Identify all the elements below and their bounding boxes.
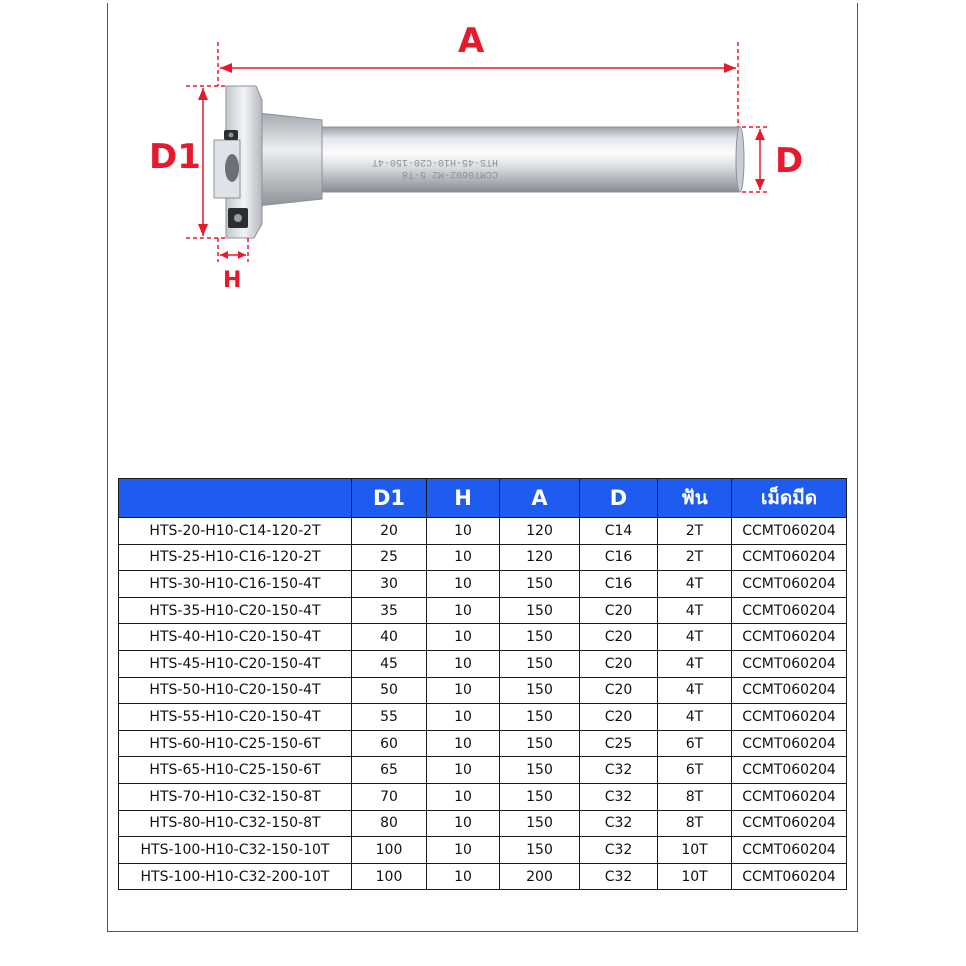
cell-d1: 70	[352, 783, 427, 810]
cell-insert: CCMT060204	[732, 837, 847, 864]
spec-table	[118, 478, 847, 890]
table-row	[119, 677, 847, 704]
dimension-label-h: H	[223, 268, 242, 293]
cell-d1: 35	[352, 597, 427, 624]
cell-model: HTS-55-H10-C20-150-4T	[119, 704, 352, 731]
cell-a: 150	[500, 704, 580, 731]
table-row	[119, 837, 847, 864]
cell-a: 150	[500, 624, 580, 651]
cell-model: HTS-100-H10-C32-200-10T	[119, 863, 352, 890]
engraving-line-2: CCMT0602-M2 5-T8	[401, 168, 498, 179]
cell-h: 10	[427, 783, 500, 810]
cell-insert: CCMT060204	[732, 518, 847, 545]
cell-insert: CCMT060204	[732, 757, 847, 784]
cell-d1: 80	[352, 810, 427, 837]
cell-teeth: 4T	[658, 677, 732, 704]
header-d1: D1	[352, 479, 427, 518]
cell-a: 150	[500, 837, 580, 864]
cell-model: HTS-100-H10-C32-150-10T	[119, 837, 352, 864]
cell-insert: CCMT060204	[732, 704, 847, 731]
cell-model: HTS-65-H10-C25-150-6T	[119, 757, 352, 784]
header-d: D	[580, 479, 658, 518]
cell-a: 150	[500, 810, 580, 837]
table-row	[119, 783, 847, 810]
cell-h: 10	[427, 571, 500, 598]
cell-model: HTS-20-H10-C14-120-2T	[119, 518, 352, 545]
cell-d1: 30	[352, 571, 427, 598]
header-model	[119, 479, 352, 518]
cell-h: 10	[427, 730, 500, 757]
cell-teeth: 6T	[658, 757, 732, 784]
cell-teeth: 2T	[658, 518, 732, 545]
engraving-line-1: HTS-45-H10-C20-150-4T	[371, 156, 498, 167]
cell-insert: CCMT060204	[732, 544, 847, 571]
head-bore	[225, 154, 239, 182]
cell-h: 10	[427, 704, 500, 731]
cell-h: 10	[427, 863, 500, 890]
cell-d: C14	[580, 518, 658, 545]
cell-teeth: 4T	[658, 571, 732, 598]
cell-model: HTS-25-H10-C16-120-2T	[119, 544, 352, 571]
table-row	[119, 863, 847, 890]
table-row	[119, 704, 847, 731]
table-row	[119, 544, 847, 571]
tool-diagram	[0, 0, 966, 320]
cell-d: C20	[580, 650, 658, 677]
cell-d1: 45	[352, 650, 427, 677]
cell-a: 150	[500, 730, 580, 757]
dimension-d	[742, 127, 770, 192]
dimension-label-d: D	[775, 141, 804, 181]
dimension-label-d1: D1	[149, 137, 201, 177]
dimension-label-a: A	[458, 21, 485, 61]
table-row	[119, 624, 847, 651]
table-row	[119, 757, 847, 784]
cell-insert: CCMT060204	[732, 571, 847, 598]
cell-teeth: 4T	[658, 624, 732, 651]
cell-teeth: 10T	[658, 837, 732, 864]
header-teeth: ฟัน	[658, 479, 732, 518]
cell-d: C32	[580, 863, 658, 890]
table-row	[119, 810, 847, 837]
cell-d: C32	[580, 837, 658, 864]
cell-d1: 60	[352, 730, 427, 757]
cell-h: 10	[427, 810, 500, 837]
cell-d1: 100	[352, 837, 427, 864]
cell-d1: 40	[352, 624, 427, 651]
cell-model: HTS-45-H10-C20-150-4T	[119, 650, 352, 677]
cell-h: 10	[427, 624, 500, 651]
cell-h: 10	[427, 757, 500, 784]
cell-d1: 65	[352, 757, 427, 784]
cell-h: 10	[427, 597, 500, 624]
cell-a: 120	[500, 544, 580, 571]
cell-d: C20	[580, 677, 658, 704]
cell-a: 150	[500, 783, 580, 810]
cell-teeth: 4T	[658, 650, 732, 677]
dimension-h	[218, 238, 248, 262]
cell-d: C32	[580, 810, 658, 837]
cell-model: HTS-40-H10-C20-150-4T	[119, 624, 352, 651]
cell-insert: CCMT060204	[732, 730, 847, 757]
cell-model: HTS-30-H10-C16-150-4T	[119, 571, 352, 598]
cell-d1: 25	[352, 544, 427, 571]
cell-d: C32	[580, 757, 658, 784]
cell-d: C32	[580, 783, 658, 810]
insert-screw-top	[229, 133, 234, 138]
cell-d1: 55	[352, 704, 427, 731]
cell-d: C20	[580, 704, 658, 731]
cell-d: C20	[580, 624, 658, 651]
spec-table-header	[119, 479, 847, 518]
cell-h: 10	[427, 650, 500, 677]
cell-d1: 100	[352, 863, 427, 890]
header-insert: เม็ดมีด	[732, 479, 847, 518]
table-row	[119, 518, 847, 545]
cell-d: C25	[580, 730, 658, 757]
table-row	[119, 730, 847, 757]
header-a: A	[500, 479, 580, 518]
cell-h: 10	[427, 544, 500, 571]
table-row	[119, 650, 847, 677]
cell-h: 10	[427, 518, 500, 545]
cell-model: HTS-70-H10-C32-150-8T	[119, 783, 352, 810]
cell-teeth: 2T	[658, 544, 732, 571]
cell-a: 150	[500, 677, 580, 704]
cell-d1: 50	[352, 677, 427, 704]
table-row	[119, 597, 847, 624]
cell-h: 10	[427, 837, 500, 864]
cell-teeth: 6T	[658, 730, 732, 757]
cell-a: 150	[500, 571, 580, 598]
cell-d: C16	[580, 571, 658, 598]
insert-screw-bottom	[234, 214, 242, 222]
cell-a: 200	[500, 863, 580, 890]
cell-insert: CCMT060204	[732, 863, 847, 890]
cell-model: HTS-60-H10-C25-150-6T	[119, 730, 352, 757]
cell-d: C16	[580, 544, 658, 571]
cell-insert: CCMT060204	[732, 650, 847, 677]
cell-model: HTS-80-H10-C32-150-8T	[119, 810, 352, 837]
cell-insert: CCMT060204	[732, 810, 847, 837]
cell-d1: 20	[352, 518, 427, 545]
cell-teeth: 8T	[658, 783, 732, 810]
shank-end	[736, 127, 744, 192]
cell-d: C20	[580, 597, 658, 624]
cell-teeth: 4T	[658, 704, 732, 731]
cell-insert: CCMT060204	[732, 677, 847, 704]
cell-teeth: 8T	[658, 810, 732, 837]
cell-insert: CCMT060204	[732, 783, 847, 810]
cell-h: 10	[427, 677, 500, 704]
cell-insert: CCMT060204	[732, 597, 847, 624]
cell-model: HTS-35-H10-C20-150-4T	[119, 597, 352, 624]
cell-a: 150	[500, 757, 580, 784]
cell-teeth: 4T	[658, 597, 732, 624]
cell-a: 150	[500, 597, 580, 624]
cell-insert: CCMT060204	[732, 624, 847, 651]
tool-collar	[258, 113, 322, 206]
table-row	[119, 571, 847, 598]
cell-a: 120	[500, 518, 580, 545]
cell-a: 150	[500, 650, 580, 677]
cell-model: HTS-50-H10-C20-150-4T	[119, 677, 352, 704]
header-h: H	[427, 479, 500, 518]
cell-teeth: 10T	[658, 863, 732, 890]
